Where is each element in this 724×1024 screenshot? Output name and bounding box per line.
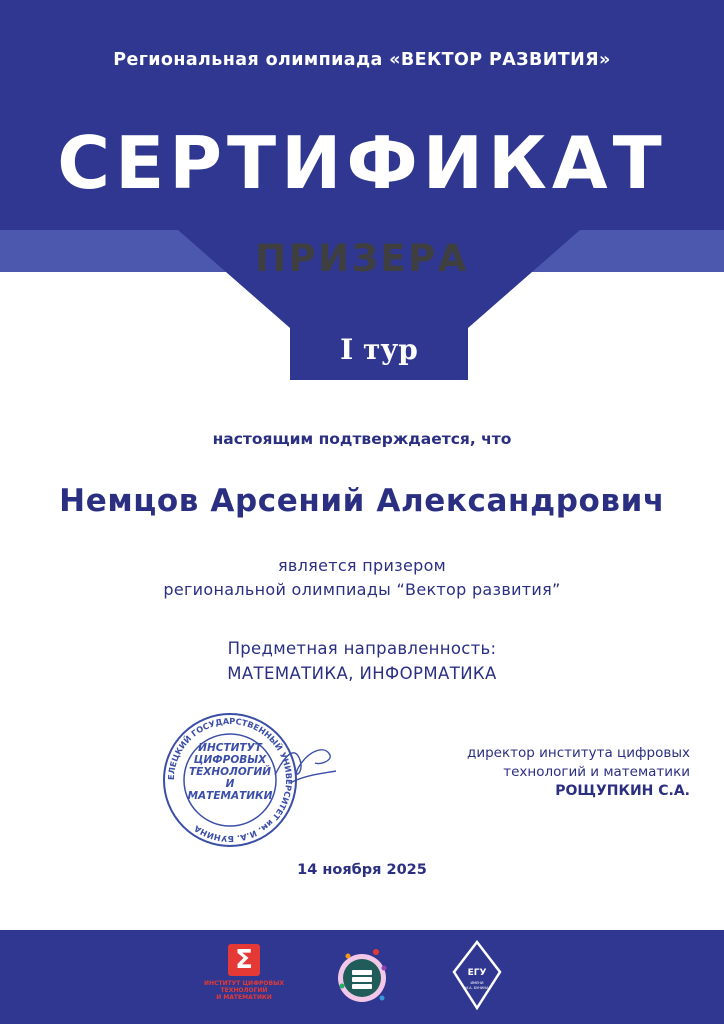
egu-logo-icon (452, 940, 502, 1010)
issue-date: 14 ноября 2025 (297, 862, 427, 878)
sigma-logo-icon: Σ (228, 944, 260, 976)
logo1-caption: ИНСТИТУТ ЦИФРОВЫХ ТЕХНОЛОГИЙ И МАТЕМАТИКИ (204, 980, 284, 1001)
stamp-inner-text: ИНСТИТУТ ЦИФРОВЫХ ТЕХНОЛОГИЙ И МАТЕМАТИКИ (187, 742, 273, 802)
certificate-title: СЕРТИФИКАТ (57, 121, 667, 205)
director-title-1: директор института цифровых (466, 745, 690, 761)
confirm-text: настоящим подтверждается, что (212, 430, 512, 448)
olympiad-name: Региональная олимпиада «ВЕКТОР РАЗВИТИЯ» (113, 50, 611, 70)
footer-bar (0, 930, 724, 1024)
certificate-subtitle: ПРИЗЕРА (255, 237, 469, 280)
subject-value: МАТЕМАТИКА, ИНФОРМАТИКА (227, 664, 497, 683)
award-line-1: является призером (277, 556, 447, 575)
egu-logo-caption-1: ИМЕНИ (470, 981, 484, 985)
recipient-name: Немцов Арсений Александрович (59, 483, 665, 519)
tour-label: I тур (340, 333, 418, 366)
director-title-2: технологий и математики (503, 764, 690, 780)
egu-logo-text: ЕГУ (467, 968, 487, 978)
director-block (400, 744, 690, 801)
signature-icon (270, 735, 340, 795)
subject-label: Предметная направленность: (227, 639, 497, 658)
award-line-2: региональной олимпиады “Вектор развития” (163, 580, 561, 599)
director-name: РОЩУПКИН С.А. (555, 783, 690, 799)
stamp-outer-text: ЕЛЕЦКИЙ ГОСУДАРСТВЕННЫЙ УНИВЕРСИТЕТ им. И.А. БУНИНА (165, 715, 295, 845)
egu-logo-caption-2: И.А. БУНИНА (465, 986, 489, 990)
books-logo-icon (330, 938, 394, 1010)
